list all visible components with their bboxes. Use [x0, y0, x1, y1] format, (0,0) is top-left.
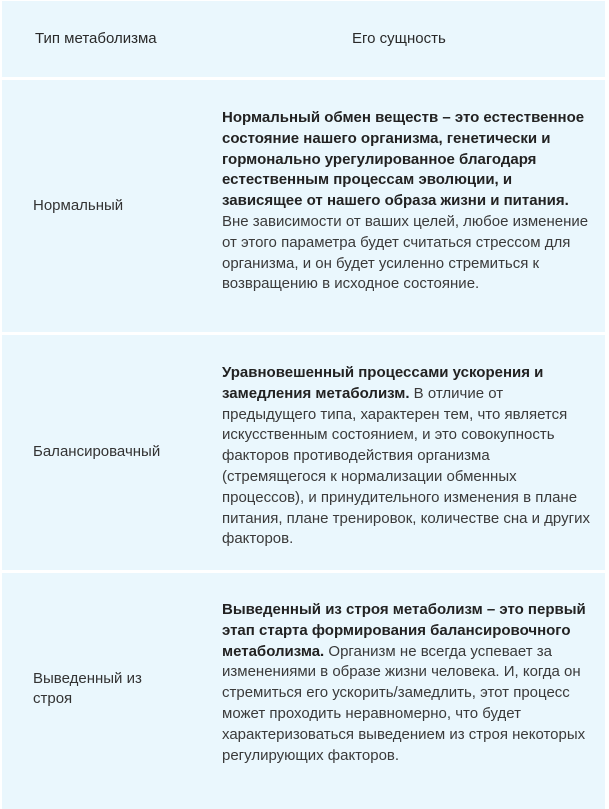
essence-cell	[222, 108, 594, 295]
essence-text: В отличие от предыдущего типа, характерен тем, что является искусственным состоянием, и это совокупность факторов противодействия организма (стремящегося к нормализации обменных процессов), и принудительного изменения в плане питания, плане тренировок, количестве сна и других факторов.	[222, 384, 590, 548]
table-row-balancing	[2, 335, 605, 570]
type-cell: Балансировачный	[33, 443, 161, 460]
essence-cell	[222, 363, 594, 550]
essence-bold-text: Уравновешенный процессами ускорения и замедления метаболизм.	[222, 364, 544, 402]
header-essence: Его сущность	[352, 30, 446, 47]
type-cell: Нормальный	[33, 197, 124, 214]
essence-bold-text: Выведенный из строя метаболизм – это первый этап старта формирования балансировочного метаболизма.	[222, 601, 586, 660]
essence-cell	[222, 600, 594, 766]
essence-text: Вне зависимости от ваших целей, любое изменение от этого параметра будет считаться стрессом для организма, и он будет усиленно стремиться к возвращению в исходное состояние.	[222, 212, 589, 293]
table-header-row	[2, 1, 605, 77]
header-type-of-metabolism: Тип метаболизма	[35, 30, 157, 47]
table-row-normal	[2, 80, 605, 332]
essence-bold-text: Нормальный обмен веществ – это естественное состояние нашего организма, генетически и гормонально урегулированное благодаря естественным процессам эволюции, и зависящее от нашего образа жизни и питания.	[222, 109, 585, 210]
type-cell: Выведенный из строя	[33, 670, 142, 707]
table-row-broken	[2, 573, 605, 809]
essence-text: Организм не всегда успевает за изменениями в образе жизни человека. И, когда он стремиться его ускорить/замедлить, этот процесс может проходить неравномерно, что будет характеризоваться выведением из строя некоторых регулирующих факторов.	[222, 642, 586, 764]
